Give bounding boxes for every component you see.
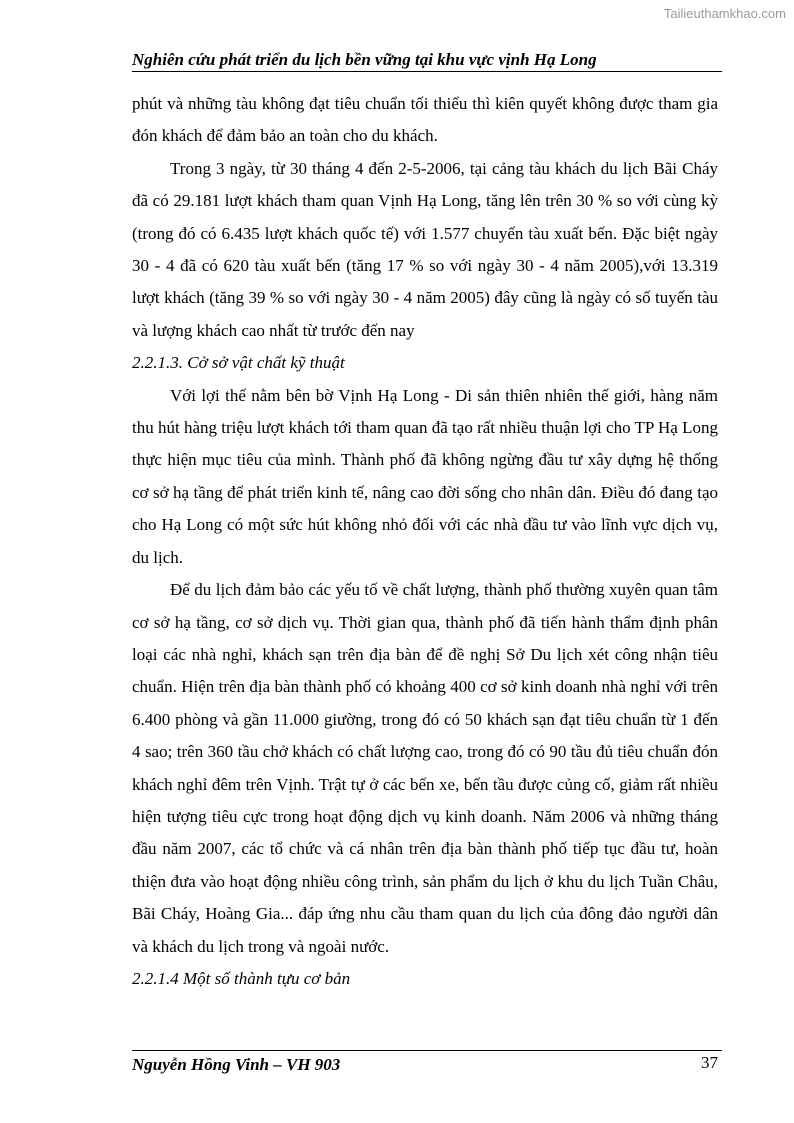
section-heading-2-2-1-3: 2.2.1.3. Cở sở vật chất kỹ thuật	[132, 353, 345, 373]
section-heading-2-2-1-4: 2.2.1.4 Một số thành tựu cơ bản	[132, 968, 351, 988]
page-number: 37	[701, 1053, 718, 1072]
footer-author: Nguyễn Hồng Vinh – VH 903	[132, 1055, 341, 1074]
paragraph-quality: Để du lịch đảm bảo các yếu tố về chất lượng, thành phố thường xuyên quan tâm cơ sở hạ tầng, cơ sở dịch vụ. Thời gian qua, thành phố đã tiến hành thẩm định phân loại các nhà nghỉ, khách sạn trên địa bàn để đề nghị Sở Du lịch xét công nhận tiêu chuẩn. Hiện trên địa bàn thành phố có khoảng 400 cơ sở kinh doanh nhà nghỉ với trên 6.400 phòng và gần 11.000 giường, trong đó có 50 khách sạn đạt tiêu chuẩn từ 1 đến 4 sao; trên 360 tầu chở khách có chất lượng cao, trong đó có 90 tầu đủ tiêu chuẩn đón khách nghỉ đêm trên Vịnh. Trật tự ở các bến xe, bến tầu được củng cố, giảm rất nhiều hiện tượng tiêu cực trong hoạt động dịch vụ kinh doanh. Năm 2006 và những tháng đầu năm 2007, các tổ chức và cá nhân trên địa bàn thành phố tiếp tục đầu tư, hoàn thiện đưa vào hoạt động nhiều công trình, sản phẩm du lịch ở khu du lịch Tuần Châu, Bãi Cháy, Hoàng Gia... đáp ứng nhu cầu tham quan du lịch của đông đảo người dân và khách du lịch trong và ngoài nước.	[132, 580, 718, 956]
paragraph-passenger-stats: Trong 3 ngày, từ 30 tháng 4 đến 2-5-2006, tại cảng tàu khách du lịch Bãi Cháy đã có 29.181 lượt khách tham quan Vịnh Hạ Long, tăng lên trên 30 % so với cùng kỳ (trong đó có 6.435 lượt khách quốc tế) với 1.577 chuyến tàu xuất bến. Đặc biệt ngày 30 - 4 đã có 620 tàu xuất bến (tăng 17 % so với ngày 30 - 4 năm 2005),với 13.319 lượt khách (tăng 39 % so với ngày 30 - 4 năm 2005) đây cũng là ngày có số tuyến tàu và lượng khách cao nhất từ trước đến nay	[132, 158, 718, 340]
watermark: Tailieuthamkhao.com	[663, 6, 786, 21]
running-header-title: Nghiên cứu phát triển du lịch bền vững tại khu vực vịnh Hạ Long	[132, 50, 597, 69]
page-body	[132, 88, 718, 995]
footer-divider	[132, 1050, 722, 1051]
paragraph-infrastructure: Với lợi thế nằm bên bờ Vịnh Hạ Long - Di sản thiên nhiên thế giới, hàng năm thu hút hàng triệu lượt khách tới tham quan đã tạo rất nhiều thuận lợi cho TP Hạ Long thực hiện mục tiêu của mình. Thành phố đã không ngừng đầu tư xây dựng hệ thống cơ sở hạ tầng để phát triển kinh tế, nâng cao đời sống cho nhân dân. Điều đó đang tạo cho Hạ Long có một sức hút không nhỏ đối với các nhà đầu tư vào lĩnh vực dịch vụ, du lịch.	[132, 385, 718, 567]
header-divider	[132, 71, 722, 72]
paragraph-continuation: phút và những tàu không đạt tiêu chuẩn tối thiểu thì kiên quyết không được tham gia đón khách để đảm bảo an toàn cho du khách.	[132, 94, 718, 146]
